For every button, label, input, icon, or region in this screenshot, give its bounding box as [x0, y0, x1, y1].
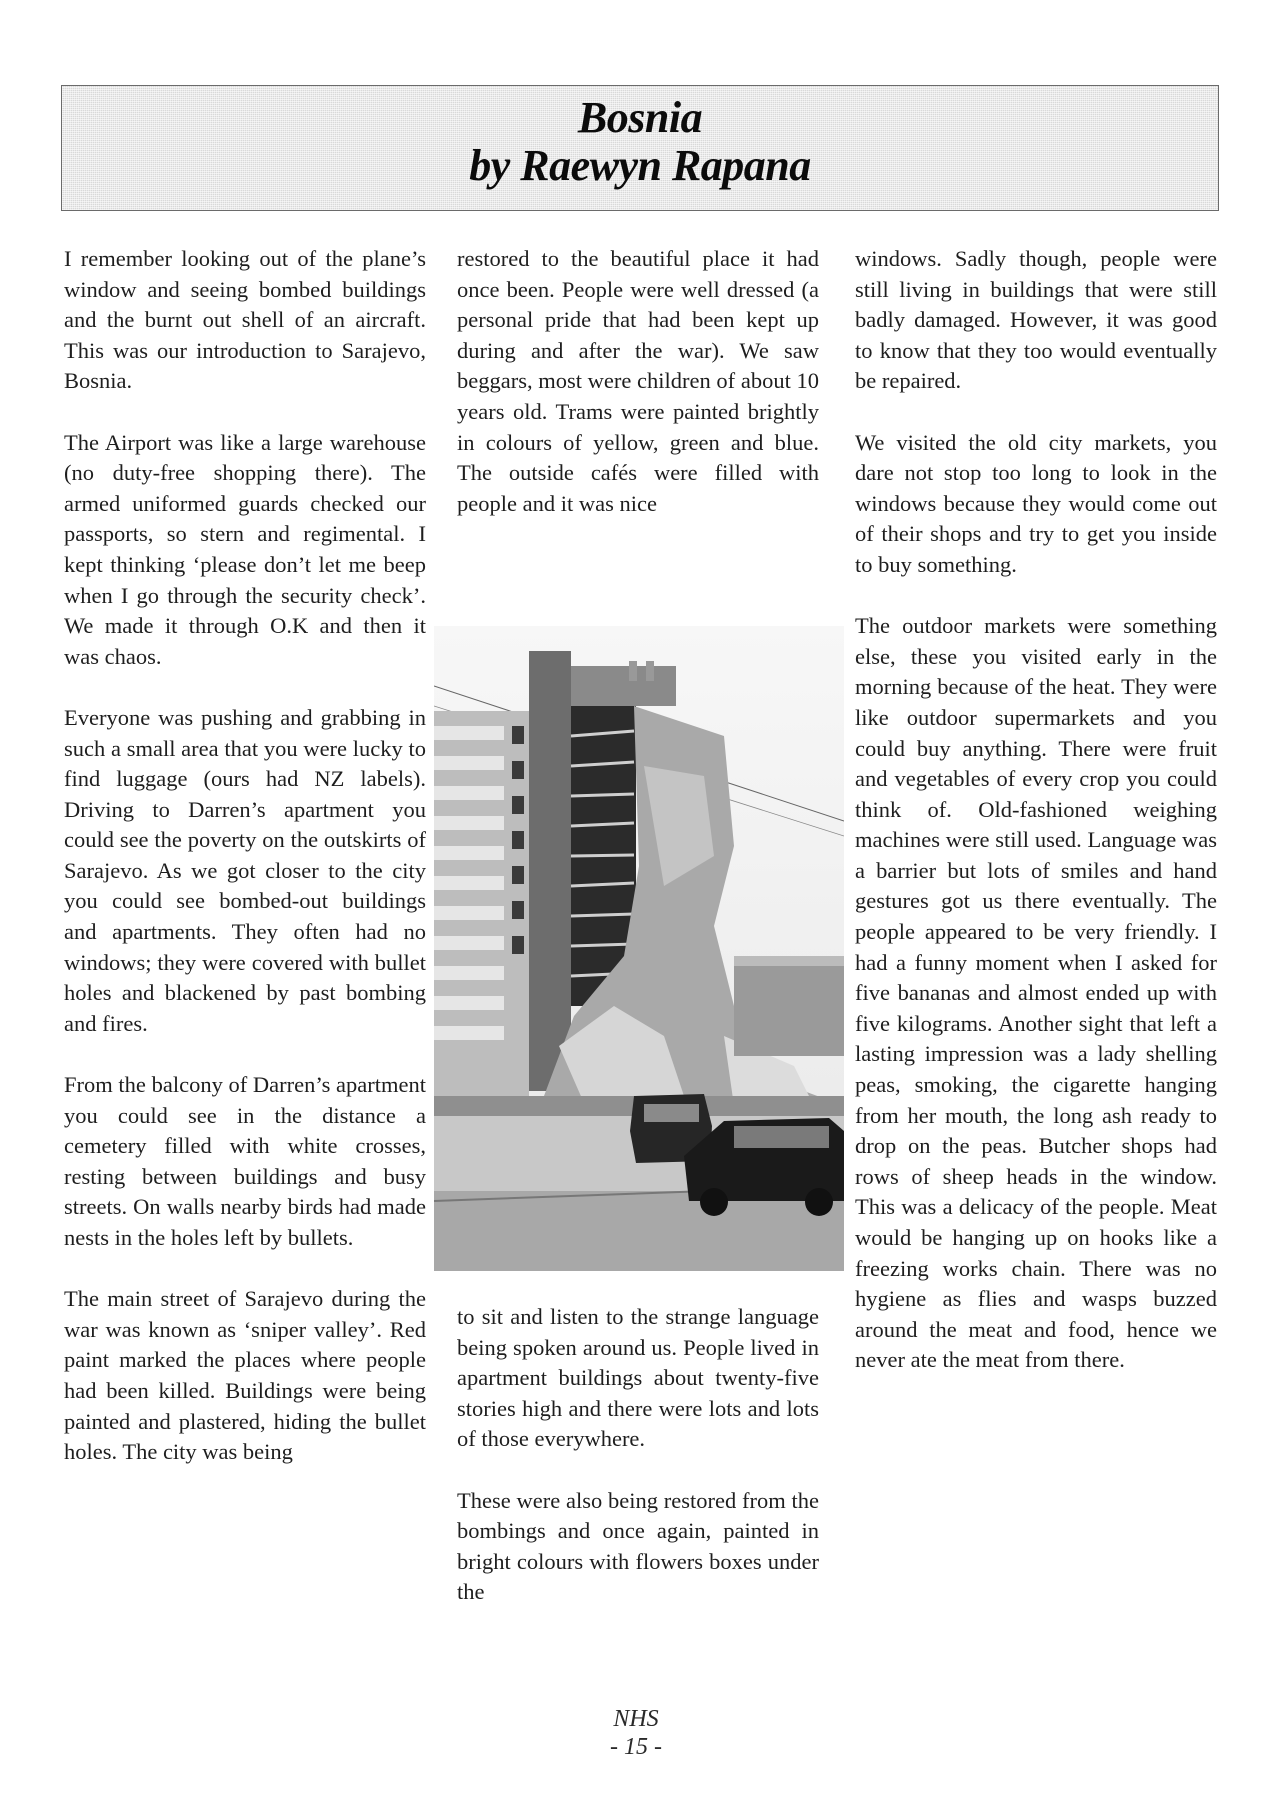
column-3 — [855, 244, 1217, 1376]
publication-name: NHS — [613, 1706, 659, 1732]
paragraph: restored to the beautiful place it had once been. People were well dressed (a personal pride that had been kept up during and after the war). We saw beggars, most were children of about 10 years old. Trams were painted brightly in colours of yellow, green and blue. The outside cafés were filled with people and it was nice — [457, 246, 819, 516]
paragraph: The main street of Sarajevo during the war was known as ‘sniper valley’. Red paint marked the places where people had been killed. Buildings were being painted and plastered, hiding the bullet holes. The city was being — [64, 1286, 426, 1465]
paragraph: From the balcony of Darren’s apartment you could see in the distance a cemetery filled with white crosses, resting between buildings and busy streets. On walls nearby birds had made nests in the holes left by bullets. — [64, 1072, 426, 1250]
title-banner — [61, 85, 1219, 211]
article-byline: by Raewyn Rapana — [469, 141, 811, 190]
paragraph: These were also being restored from the bombings and once again, painted in bright colours with flowers boxes under the — [457, 1487, 819, 1605]
paragraph: The outdoor markets were something else, these you visited early in the morning because of the heat. They were like outdoor supermarkets and you could buy anything. There were fruit and vegetables of every crop you could think of. Old-fashioned weighing machines were still used. Language was a barrier but lots of smiles and hand gestures got us there eventually. The people appeared to be very friendly. I had a funny moment when I asked for five bananas and almost ended up with five kilograms. Another sight that left a lasting impression was a lady shelling peas, smoking, the cigarette hanging from her mouth, the long ash ready to drop on the peas. Butcher shops had rows of sheep heads in the window. This was a delicacy of the people. Meat would be hanging up on hooks like a freezing works chain. There was no hygiene as flies and wasps buzzed around the meat and food, hence we never ate the meat from there. — [855, 613, 1217, 1373]
column-2-bottom — [457, 1302, 819, 1608]
article-title: Bosnia — [577, 93, 703, 142]
paragraph: I remember looking out of the plane’s window and seeing bombed buildings and the burnt out shell of an aircraft. This was our introduction to Sarajevo, Bosnia. — [64, 246, 426, 394]
paragraph: windows. Sadly though, people were still living in buildings that were still badly damaged. However, it was good to know that they too would eventually be repaired. — [855, 246, 1217, 394]
paragraph: We visited the old city markets, you dare not stop too long to look in the windows because they would come out of their shops and try to get you inside to buy something. — [855, 429, 1217, 577]
bombed-building-photo — [434, 626, 844, 1271]
paragraph: The Airport was like a large warehouse (no duty-free shopping there). The armed uniformed guards checked our passports, so stern and regimental. I kept thinking ‘please don’t let me beep when I go through the security check’. We made it through O.K and then it was chaos. — [64, 429, 426, 669]
column-2-top — [457, 244, 819, 519]
column-1 — [64, 244, 426, 1468]
paragraph: to sit and listen to the strange language being spoken around us. People lived in apartment buildings about twenty-five stories high and there were lots and lots of those everywhere. — [457, 1304, 819, 1452]
page-number: - 15 - — [610, 1734, 662, 1760]
paragraph: Everyone was pushing and grabbing in such a small area that you were lucky to find luggage (ours had NZ labels). Driving to Darren’s apartment you could see the poverty on the outskirts of Sarajevo. As we got closer to the city you could see bombed-out buildings and apartments. They often had no windows; they were covered with bullet holes and blackened by past bombing and fires. — [64, 704, 426, 1036]
